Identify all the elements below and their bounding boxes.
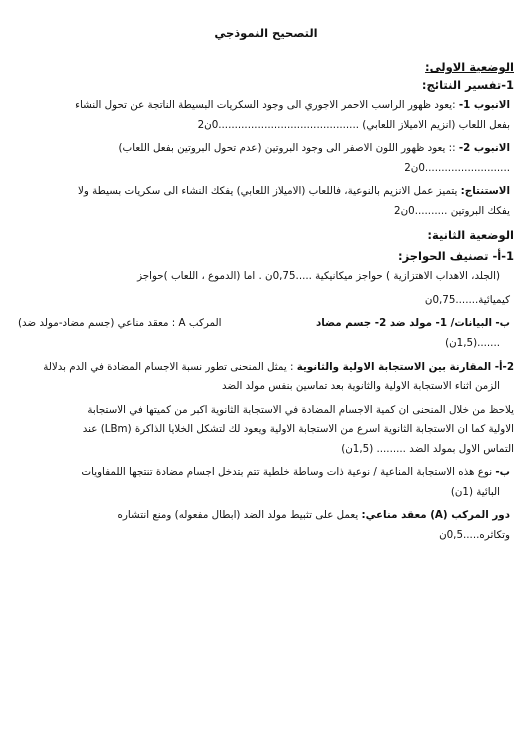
tube-1-line-1 <box>18 99 514 112</box>
tube-2-label: الانبوب 2- <box>458 142 510 155</box>
comparison-line-2: الزمن اثناء الاستجابة الاولية والثانوية بعد تماسين بنفس مولد الضد <box>222 380 500 393</box>
tube-1-text: :يعود ظهور الراسب الاحمر الاجوري الى وجود السكريات البسيطة الناتجة عن تحول النشاء <box>75 99 456 112</box>
comparison-line-5: التماس الاول بمولد الضد ......... (1,5ن) <box>341 442 514 455</box>
tube-2-text: :: يعود ظهور اللون الاصفر الى وجود البروتين (عدم تحول البروتين بفعل اللعاب) <box>118 142 456 155</box>
response-type-label: ب- <box>495 466 510 479</box>
labels-row <box>18 317 514 330</box>
compound-a-text: المركب A : معقد مناعي (جسم مضاد-مولد ضد) <box>18 317 222 330</box>
response-type-line-1 <box>18 466 514 479</box>
conclusion-line-1 <box>18 185 514 198</box>
conclusion-label: الاستنتاج: <box>460 185 510 198</box>
labels-data-text: البيانات/ 1- مولد ضد 2- جسم مضاد <box>315 317 493 330</box>
response-type-text: نوع هذه الاستجابة المناعية / نوعية ذات وساطة خلطية تتم بتدخل اجسام مضادة تنتجها اللمفاويات <box>81 466 493 479</box>
role-text: يعمل على تثبيط مولد الضد (ابطال مفعوله) ومنع انتشاره <box>117 509 359 522</box>
tube-1-line-2: بفعل اللعاب (انزيم الاميلاز اللعابي) ...........................................0ن2 <box>197 118 510 131</box>
barriers-line-1: (الجلد، الاهداب الاهتزازية ) حواجز ميكانيكية .....0,75ن . اما (الدموع ، اللعاب )حواجز <box>137 270 500 283</box>
labels-left-group <box>316 317 510 330</box>
role-line-1 <box>18 509 514 522</box>
situation-1-heading: الوضعية الاولى: <box>425 60 514 74</box>
labels-b-label: ب- <box>495 317 510 330</box>
comparison-label: 2-أ- المقارنة بين الاستجابة الاولية والثانوية <box>296 360 514 373</box>
results-interpretation-heading: 1-تفسير النتائج: <box>421 78 514 93</box>
comparison-line-1 <box>18 361 514 374</box>
comparison-text: : يمثل المنحنى تطور نسبة الاجسام المضادة في الدم بدلالة <box>43 360 294 373</box>
tube-2-line-2: ..........................0ن2 <box>404 161 510 174</box>
labels-score: .......(1,5ن) <box>445 336 500 349</box>
barriers-classification-heading: 1-أ- تصنيف الحواجز: <box>398 249 514 264</box>
comparison-line-3: يلاحظ من خلال المنحنى ان كمية الاجسام المضادة في الاستجابة الثانوية اكبر من كميتها في الاستجابة <box>87 403 514 416</box>
role-label: دور المركب (A) معقد مناعي: <box>361 509 510 522</box>
conclusion-line-2: يفكك البروتين ..........0ن2 <box>394 204 510 217</box>
tube-2-line-1 <box>18 142 514 155</box>
comparison-line-4: الاولية كما ان الاستجابة الثانوية اسرع من الاستجابة الاولية ويعود لك لتشكل الخلايا الذاكرة (LBm) عند <box>82 423 514 436</box>
tube-1-label: الانبوب 1- <box>458 99 510 112</box>
role-line-2: وتكاثره.....0,5ن <box>439 528 510 541</box>
page-title: التصحيح النموذجي <box>214 26 318 40</box>
response-type-line-2: البائية (1ن) <box>450 485 500 498</box>
barriers-line-2: كيميائية.......0,75ن <box>424 293 510 306</box>
conclusion-text: يتميز عمل الانزيم بالنوعية، فاللعاب (الاميلاز اللعابي) يفكك النشاء الى سكريات بسيطة ولا <box>78 185 458 198</box>
situation-2-heading: الوضعية الثانية: <box>427 228 514 243</box>
